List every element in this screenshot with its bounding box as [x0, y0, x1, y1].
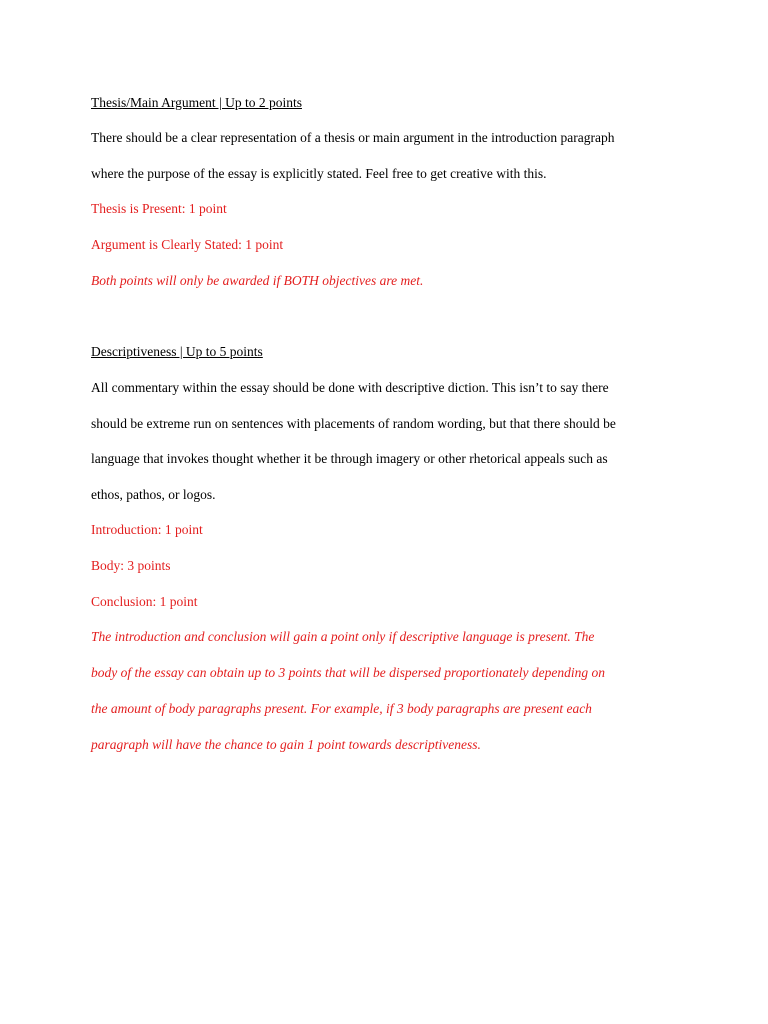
thesis-criterion-present: Thesis is Present: 1 point — [91, 201, 227, 216]
descriptiveness-note-line-2: body of the essay can obtain up to 3 points that will be dispersed proportionately depending on — [91, 665, 605, 680]
thesis-section-heading: Thesis/Main Argument | Up to 2 points — [91, 95, 302, 110]
thesis-body-line-2: where the purpose of the essay is explicitly stated. Feel free to get creative with this. — [91, 166, 547, 181]
descriptiveness-note-line-3: the amount of body paragraphs present. For example, if 3 body paragraphs are present each — [91, 701, 592, 716]
descriptiveness-body-line-3: language that invokes thought whether it be through imagery or other rhetorical appeals such as — [91, 451, 608, 466]
descriptiveness-section-heading: Descriptiveness | Up to 5 points — [91, 344, 263, 359]
descriptiveness-criterion-conclusion: Conclusion: 1 point — [91, 594, 198, 609]
thesis-body-line-1: There should be a clear representation of a thesis or main argument in the introduction paragraph — [91, 130, 615, 145]
thesis-criterion-stated: Argument is Clearly Stated: 1 point — [91, 237, 284, 252]
descriptiveness-note-line-4: paragraph will have the chance to gain 1 point towards descriptiveness. — [91, 737, 481, 752]
descriptiveness-body-line-4: ethos, pathos, or logos. — [91, 487, 216, 502]
descriptiveness-criterion-body: Body: 3 points — [91, 558, 171, 573]
descriptiveness-note-line-1: The introduction and conclusion will gain a point only if descriptive language is present. The — [91, 629, 595, 644]
thesis-scoring-note: Both points will only be awarded if BOTH objectives are met. — [91, 273, 424, 288]
descriptiveness-body-line-1: All commentary within the essay should be done with descriptive diction. This isn’t to say there — [91, 380, 609, 395]
descriptiveness-criterion-introduction: Introduction: 1 point — [91, 522, 203, 537]
descriptiveness-body-line-2: should be extreme run on sentences with placements of random wording, but that there should be — [91, 416, 616, 431]
